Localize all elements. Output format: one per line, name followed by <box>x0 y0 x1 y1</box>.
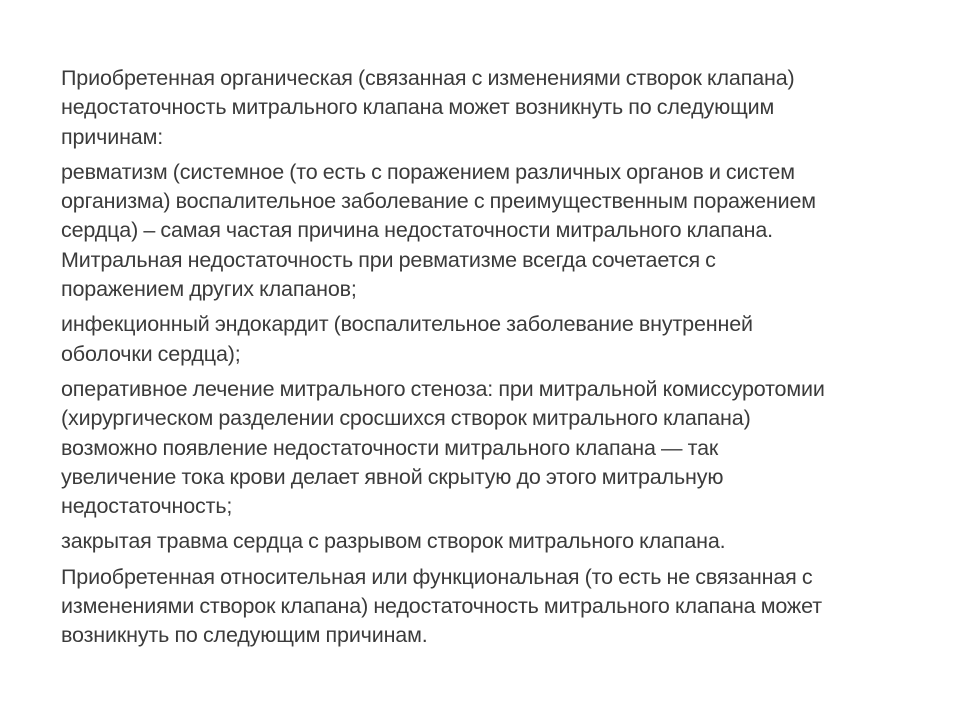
paragraph-endocarditis <box>61 310 921 369</box>
text-line: (хирургическом разделении сросшихся створок митрального клапана) <box>61 406 751 431</box>
paragraph-intro-organic <box>61 64 921 152</box>
paragraph-closed-trauma <box>61 527 921 556</box>
text-line: увеличение тока крови делает явной скрытую до этого митральную <box>61 464 724 489</box>
text-line: сердца) – самая частая причина недостаточности митрального клапана. <box>61 218 773 243</box>
text-line: инфекционный эндокардит (воспалительное заболевание внутренней <box>61 312 753 337</box>
text-line: оболочки сердца); <box>61 341 241 366</box>
text-line: изменениями створок клапана) недостаточность митрального клапана может <box>61 594 822 619</box>
text-line: поражением других клапанов; <box>61 277 357 302</box>
text-line: возможно появление недостаточности митрального клапана — так <box>61 435 719 460</box>
text-line: возникнуть по следующим причинам. <box>61 623 428 648</box>
paragraph-rheumatism <box>61 158 921 304</box>
text-line: организма) воспалительное заболевание с преимущественным поражением <box>61 189 816 214</box>
text-line: причинам: <box>61 124 164 149</box>
paragraph-intro-functional <box>61 563 921 651</box>
slide-text-body <box>61 64 921 651</box>
text-line: оперативное лечение митрального стеноза: при митральной комиссуротомии <box>61 376 825 401</box>
text-line: закрытая травма сердца с разрывом створок митрального клапана. <box>61 529 726 554</box>
text-line: недостаточность; <box>61 494 233 519</box>
text-line: Приобретенная органическая (связанная с изменениями створок клапана) <box>61 66 795 90</box>
text-line: ревматизм (системное (то есть с поражением различных органов и систем <box>61 159 795 184</box>
text-line: недостаточность митрального клапана может возникнуть по следующим <box>61 95 775 120</box>
text-line: Митральная недостаточность при ревматизме всегда сочетается с <box>61 247 716 272</box>
paragraph-surgical-treatment <box>61 375 921 521</box>
text-line: Приобретенная относительная или функциональная (то есть не связанная с <box>61 564 813 589</box>
